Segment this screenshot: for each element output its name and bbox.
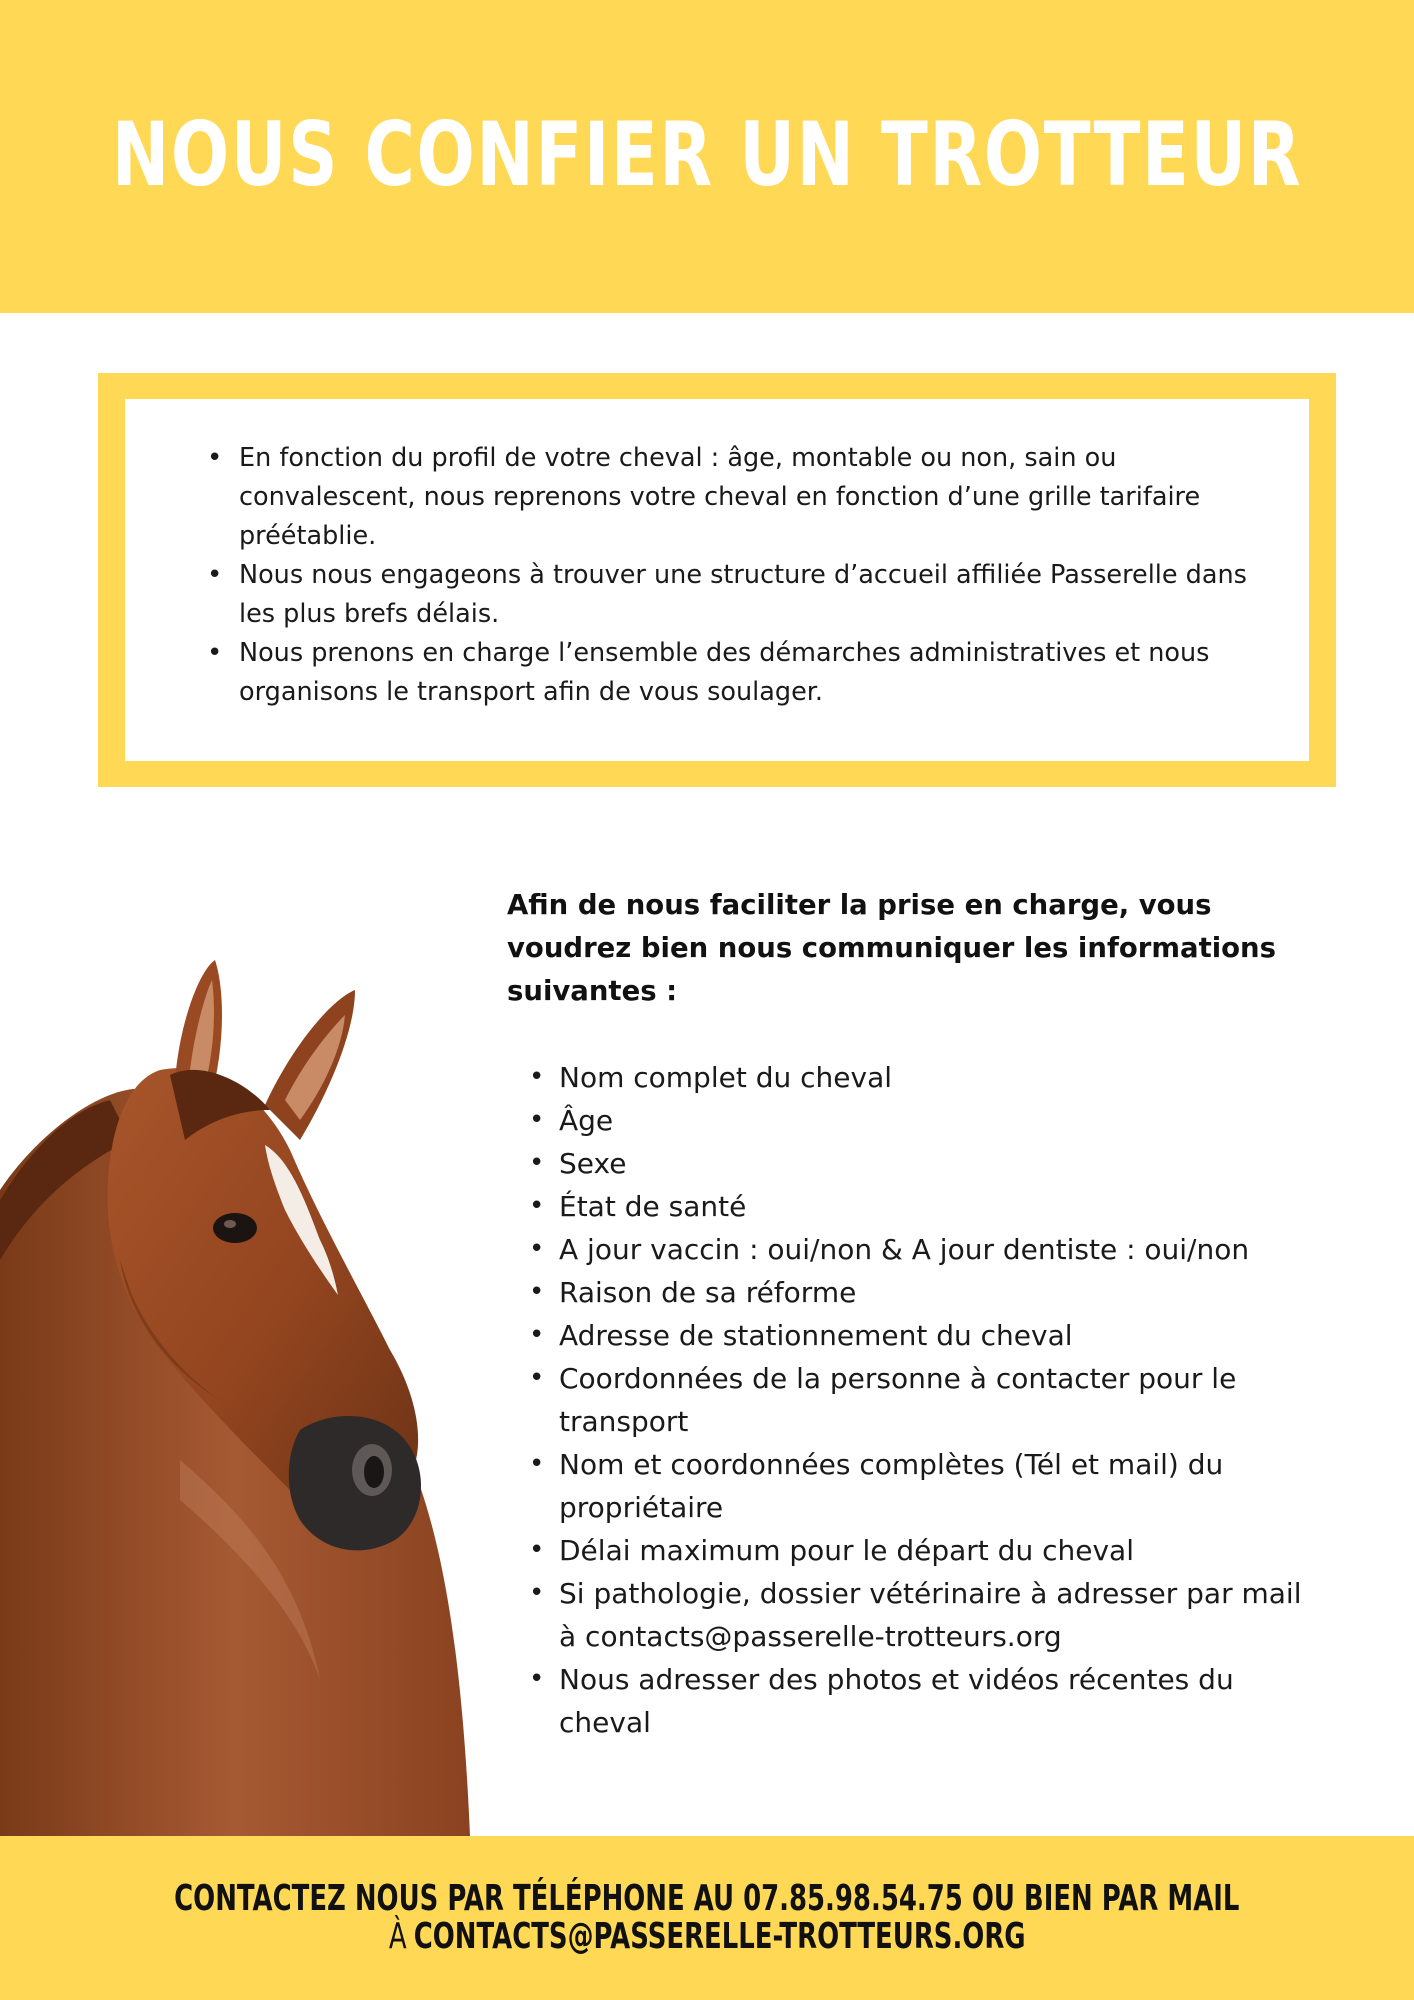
page-title: NOUS CONFIER UN TROTTEUR xyxy=(111,102,1303,206)
list-item: • Coordonnées de la personne à contacter pour le transport xyxy=(559,1357,1307,1443)
list-item: • Délai maximum pour le départ du cheval xyxy=(559,1529,1307,1572)
list-item: • Nous nous engageons à trouver une structure d’accueil affiliée Passerelle dans les plus brefs délais. xyxy=(239,556,1249,634)
request-list xyxy=(507,1056,1307,1744)
info-box xyxy=(125,399,1309,761)
list-item: • Adresse de stationnement du cheval xyxy=(559,1314,1307,1357)
list-item: • État de santé xyxy=(559,1185,1307,1228)
footer-prefix: À xyxy=(388,1916,407,1957)
info-box-frame xyxy=(98,373,1336,787)
footer-line-1: CONTACTEZ NOUS PAR TÉLÉPHONE AU 07.85.98.54.75 OU BIEN PAR MAIL xyxy=(174,1878,1240,1919)
list-item: • A jour vaccin : oui/non & A jour dentiste : oui/non xyxy=(559,1228,1307,1271)
list-item: • Nom complet du cheval xyxy=(559,1056,1307,1099)
horse-illustration xyxy=(0,960,470,1836)
list-item: • Sexe xyxy=(559,1142,1307,1185)
list-item: • Nom et coordonnées complètes (Tél et mail) du propriétaire xyxy=(559,1443,1307,1529)
footer-line-2 xyxy=(389,1918,1026,1956)
list-item: • Si pathologie, dossier vétérinaire à adresser par mail à contacts@passerelle-trotteurs.org xyxy=(559,1572,1307,1658)
header-banner xyxy=(0,0,1414,313)
footer-email[interactable]: CONTACTS@PASSERELLE-TROTTEURS.ORG xyxy=(413,1916,1026,1957)
list-item: • Nous adresser des photos et vidéos récentes du cheval xyxy=(559,1658,1307,1744)
list-item: • Nous prenons en charge l’ensemble des démarches administratives et nous organisons le transport afin de vous soulager. xyxy=(239,634,1249,712)
info-list xyxy=(239,439,1249,712)
list-item: • En fonction du profil de votre cheval : âge, montable ou non, sain ou convalescent, nous reprenons votre cheval en fonction d’une grille tarifaire préétablie. xyxy=(239,439,1249,556)
horse-photo xyxy=(0,960,470,1836)
list-item: • Raison de sa réforme xyxy=(559,1271,1307,1314)
request-section xyxy=(507,884,1307,1744)
footer-contact xyxy=(0,1836,1414,2000)
list-item: • Âge xyxy=(559,1099,1307,1142)
request-intro: Afin de nous faciliter la prise en charge, vous voudrez bien nous communiquer les informations suivantes : xyxy=(507,889,1276,1007)
